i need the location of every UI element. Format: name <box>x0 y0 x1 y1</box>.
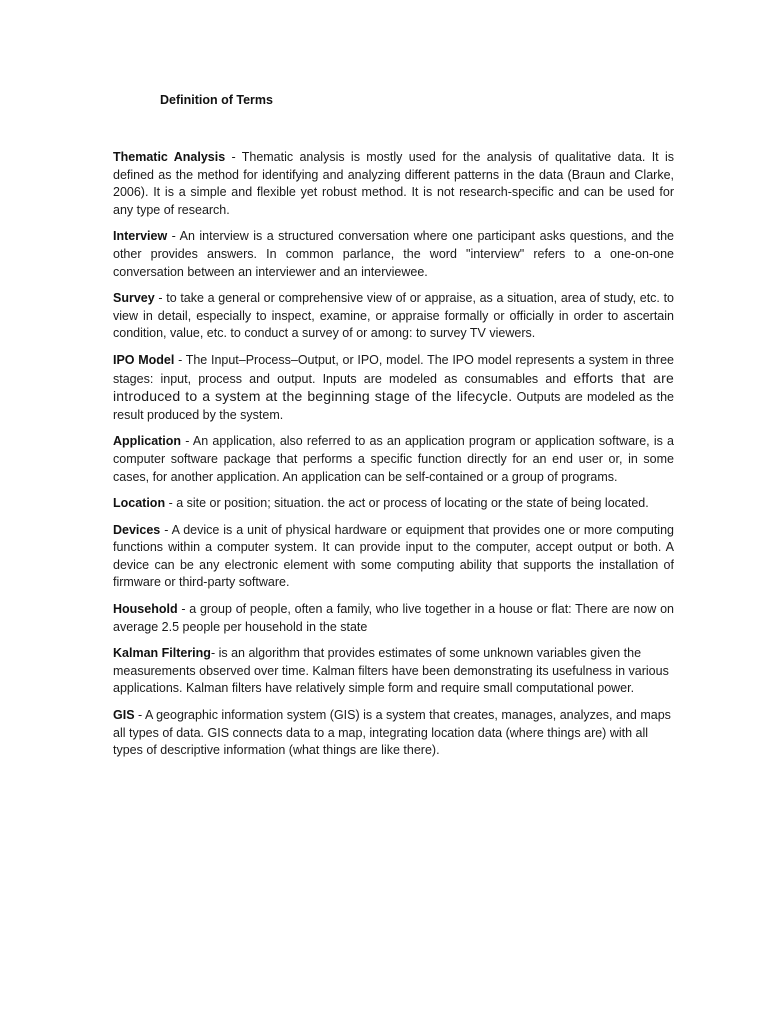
term-name: Survey <box>113 291 155 306</box>
term-definition: - is an algorithm that provides estimates of some unknown variables given the measurements observed over time. Kalman filters have been demonstrating its usefulness in various applications. Kalman filters have relatively simple form and require small computational power. <box>113 646 669 696</box>
term-survey <box>113 290 674 343</box>
term-household <box>113 601 674 636</box>
term-name: Kalman Filtering <box>113 646 211 661</box>
term-location <box>113 495 674 513</box>
term-kalman-filtering <box>113 645 674 698</box>
term-name: Thematic Analysis <box>113 150 226 164</box>
term-definition: - a group of people, often a family, who live together in a house or flat: There are now on average 2.5 people per household in the state <box>113 602 674 634</box>
term-definition: - to take a general or comprehensive view of or appraise, as a situation, area of study, etc. to view in detail, especially to inspect, examine, or appraise formally or officially in order to ascertain condition, value, etc. to conduct a survey of or among: to survey TV viewers. <box>113 291 674 341</box>
term-name: IPO Model <box>113 352 175 367</box>
term-devices <box>113 522 674 592</box>
term-definition: - An application, also referred to as an application program or application software, is a computer software package that performs a specific function directly for an end user or, in some cases, for another application. An application can be self-contained or a group of programs. <box>113 434 674 484</box>
term-name: Household <box>113 602 178 617</box>
term-definition: Outputs are modeled as the result produced by the system. <box>113 390 675 422</box>
term-definition: - The Input–Process–Output, or IPO, model. The IPO model represents a system in three stages: input, process and output. Inputs are modeled as consumables and <box>113 352 674 386</box>
term-interview <box>113 228 674 281</box>
term-name: Devices <box>113 522 161 537</box>
term-gis <box>113 707 674 760</box>
term-definition: - An interview is a structured conversation where one participant asks questions, and the other provides answers. In common parlance, the word "interview" refers to a one-on-one conversation between an interviewer and an interviewee. <box>113 229 674 279</box>
term-name: GIS <box>113 708 135 723</box>
term-definition: - A geographic information system (GIS) is a system that creates, manages, analyzes, and maps all types of data. GIS connects data to a map, integrating location data (where things are) with all types of descriptive information (what things are like there). <box>113 708 671 758</box>
term-ipo-model <box>113 352 674 424</box>
term-name: Interview <box>113 229 168 244</box>
term-definition: - Thematic analysis is mostly used for the analysis of qualitative data. It is defined as the method for identifying and analyzing different patterns in the data (Braun and Clarke, 2006). It is a simple and flexible yet robust method. It is not research-specific and can be used for any type of research. <box>113 150 674 217</box>
terms-list <box>113 149 674 769</box>
term-application <box>113 433 674 486</box>
term-name: Location <box>113 496 166 511</box>
term-definition: - a site or position; situation. the act or process of locating or the state of being located. <box>165 496 649 511</box>
term-thematic-analysis <box>113 149 674 219</box>
document-heading: Definition of Terms <box>160 93 273 107</box>
term-definition-emphasis: efforts that are introduced to a system at the beginning stage of the lifecycle. <box>113 369 675 405</box>
term-name: Application <box>113 434 182 449</box>
term-definition: - A device is a unit of physical hardware or equipment that provides one or more computing functions within a computer system. It can provide input to the computer, accept output or both. A device can be any electronic element with some computing ability that supports the installation of firmware or third-party software. <box>113 522 674 590</box>
